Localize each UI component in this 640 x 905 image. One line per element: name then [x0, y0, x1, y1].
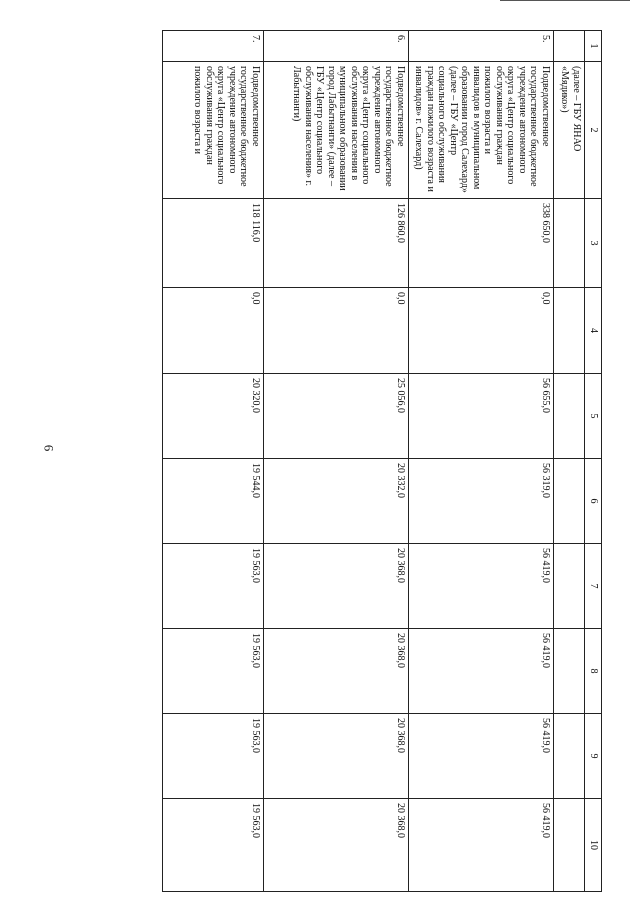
institution-name: Подведомственное государственное бюджетное учреждение автономного округа «Центр социального обслуживания граждан пожилого возраста и инвалидов в муниципальном образовании город Салехард» (далее – ГБУ «Центр социального обслуживания граждан пожилого возраста и инвалидов» г. Салехард) — [409, 62, 554, 199]
value-cell: 56 419,0 — [409, 714, 554, 799]
value-cell: 56 419,0 — [409, 799, 554, 892]
table-row — [409, 31, 554, 892]
table-cell — [554, 31, 585, 62]
value-cell: 56 319,0 — [409, 459, 554, 544]
value-cell: 20 332,0 — [264, 459, 409, 544]
value-cell: 20 368,0 — [264, 544, 409, 629]
value-cell: 0,0 — [264, 288, 409, 374]
value-cell: 126 860,0 — [264, 199, 409, 288]
value-cell: 20 368,0 — [264, 629, 409, 714]
continuation-text: (далее – ГБУ ЯНАО «Мядико») — [554, 62, 585, 199]
value-cell: 20 320,0 — [163, 374, 264, 459]
header-cell: 5 — [585, 374, 602, 459]
table-cell — [554, 459, 585, 544]
table-row — [163, 31, 264, 892]
header-cell: 3 — [585, 199, 602, 288]
header-cell: 10 — [585, 799, 602, 892]
budget-table — [162, 30, 602, 892]
row-number: 7. — [163, 31, 264, 62]
table-cell — [554, 799, 585, 892]
header-cell: 4 — [585, 288, 602, 374]
table-cell — [554, 544, 585, 629]
row-number: 5. — [409, 31, 554, 62]
table-cell — [554, 629, 585, 714]
institution-name: Подведомственное государственное бюджетное учреждение автономного округа «Центр социального обслуживания населения в муниципальном образовании город Лабытнанги» (далее – ГБУ «Центр социального обслуживания населения» г. Лабытнанги) — [264, 62, 409, 199]
table-cell — [554, 374, 585, 459]
value-cell: 25 056,0 — [264, 374, 409, 459]
value-cell: 19 563,0 — [163, 799, 264, 892]
table-row — [264, 31, 409, 892]
header-cell: 7 — [585, 544, 602, 629]
value-cell: 19 563,0 — [163, 629, 264, 714]
table-row-continuation — [554, 31, 585, 892]
row-number: 6. — [264, 31, 409, 62]
table-cell — [554, 714, 585, 799]
value-cell: 0,0 — [409, 288, 554, 374]
value-cell: 19 544,0 — [163, 459, 264, 544]
header-cell: 8 — [585, 629, 602, 714]
table-cell — [554, 288, 585, 374]
value-cell: 0,0 — [163, 288, 264, 374]
page-number: 6 — [41, 444, 57, 452]
table-cell — [554, 199, 585, 288]
header-cell: 1 — [585, 31, 602, 62]
header-row — [585, 31, 602, 892]
value-cell: 56 419,0 — [409, 544, 554, 629]
institution-name: Подведомственное государственное бюджетное учреждение автономного округа «Центр социального обслуживания граждан пожилого возраста и — [163, 62, 264, 199]
value-cell: 20 368,0 — [264, 714, 409, 799]
value-cell: 20 368,0 — [264, 799, 409, 892]
value-cell: 19 563,0 — [163, 714, 264, 799]
value-cell: 56 655,0 — [409, 374, 554, 459]
value-cell: 338 650,0 — [409, 199, 554, 288]
header-cell: 6 — [585, 459, 602, 544]
value-cell: 19 563,0 — [163, 544, 264, 629]
header-cell: 9 — [585, 714, 602, 799]
header-cell: 2 — [585, 62, 602, 199]
value-cell: 56 419,0 — [409, 629, 554, 714]
value-cell: 118 116,0 — [163, 199, 264, 288]
